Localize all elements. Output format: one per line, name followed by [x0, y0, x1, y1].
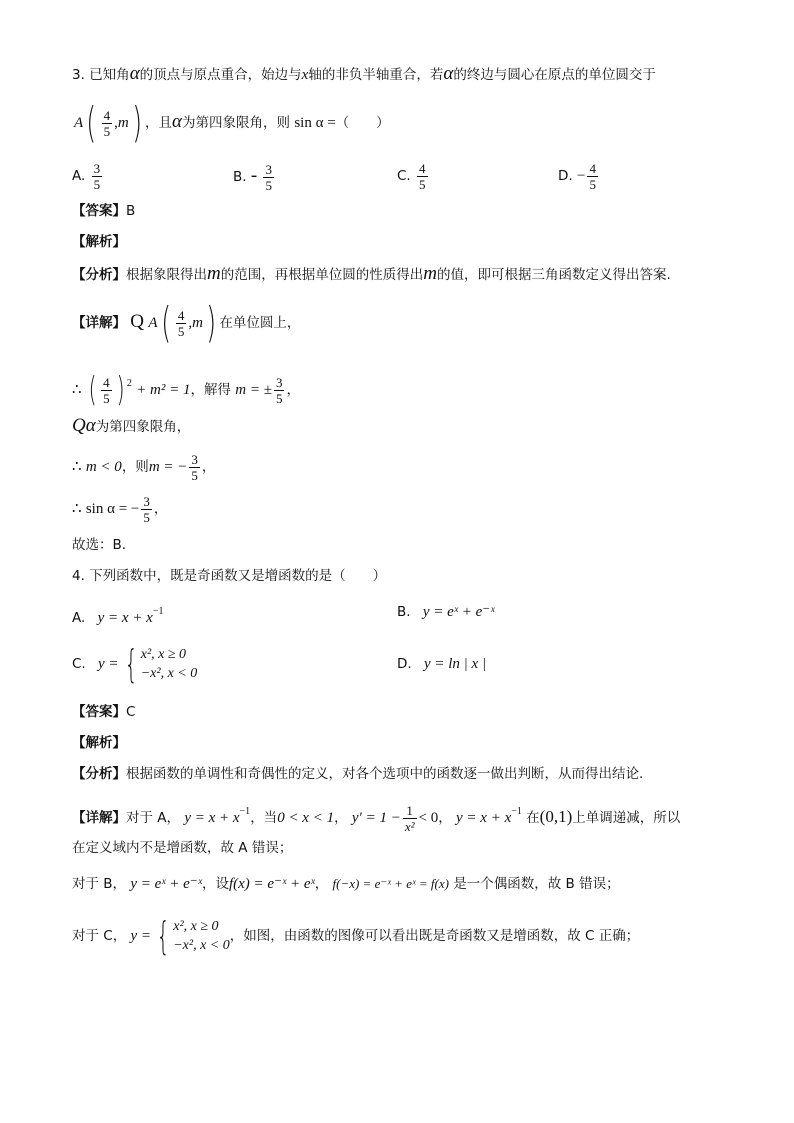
- inequality: 0 < x < 1: [277, 810, 335, 826]
- fenxi-tag: 【分析】: [72, 766, 126, 782]
- point-label: A: [74, 115, 84, 131]
- detail-text: 上单调递减，所以: [572, 810, 681, 826]
- function-expression: y =: [130, 928, 152, 944]
- detail-text: 对于 C，: [72, 928, 127, 944]
- q4-option-d: [397, 654, 486, 674]
- q4-option-b: [397, 602, 494, 622]
- detail-text: 在单位圆上，: [219, 315, 301, 331]
- function-expression: f(x) = e⁻ˣ + eˣ: [228, 876, 315, 892]
- left-paren: (: [86, 98, 97, 147]
- q3-option-a: [72, 158, 104, 194]
- detail-text: 在: [526, 810, 540, 826]
- q3-stem-text: 为第四象限角，则: [182, 115, 291, 131]
- q3-detail-line5: [72, 490, 167, 528]
- fraction-denominator: 5: [191, 467, 198, 483]
- detail-text: ，: [153, 501, 168, 517]
- fraction: [101, 375, 112, 406]
- detail-text: ，解得: [190, 382, 231, 398]
- right-paren: ): [116, 370, 125, 410]
- left-paren: (: [88, 370, 97, 410]
- q3-stem-text: 的终边与圆心在原点的单位圆交于: [453, 67, 656, 83]
- option-label: D.: [558, 168, 573, 184]
- fraction-numerator: 4: [103, 107, 111, 123]
- detail-text: 在定义域内不是增函数，故 A 错误；: [72, 840, 293, 856]
- answer-value: B: [126, 203, 136, 219]
- exponent: −1: [511, 806, 522, 817]
- m-variable: m: [207, 263, 221, 284]
- function-expression: f(−x) = e⁻ˣ + eˣ = f(x): [332, 876, 449, 891]
- m-variable: m: [117, 115, 129, 131]
- function-expression: y = x + x: [184, 810, 240, 826]
- fraction-denominator: 5: [419, 176, 426, 192]
- inequality: < 0: [418, 810, 439, 826]
- analysis-tag: 【解析】: [72, 735, 126, 751]
- fraction-numerator: 3: [143, 493, 150, 509]
- answer-tag: 【答案】: [72, 704, 126, 720]
- alpha-symbol: α: [443, 63, 454, 84]
- right-paren: ): [131, 98, 142, 147]
- detail-text: ，: [334, 810, 348, 826]
- function-expression: y = eˣ + e⁻ˣ: [422, 604, 495, 620]
- option-label: C.: [72, 656, 86, 672]
- q3-number: 3.: [72, 67, 85, 83]
- q4-option-a: [72, 602, 163, 628]
- alpha-symbol: α: [172, 111, 183, 132]
- fraction-denominator: 5: [103, 390, 110, 406]
- fraction-denominator: 5: [143, 509, 150, 525]
- detail-text: 对于 B，: [72, 876, 127, 892]
- m-variable: m: [192, 315, 203, 331]
- fraction: [189, 452, 200, 483]
- fraction-denominator: 5: [265, 177, 272, 193]
- interval: (0,1): [539, 807, 573, 826]
- q3-stem-line1: [72, 64, 656, 85]
- right-paren: ): [206, 298, 217, 347]
- q4-stem: [72, 566, 386, 586]
- q4-fenxi: [72, 764, 643, 784]
- left-brace: {: [156, 914, 170, 958]
- function-expression: y = ln | x |: [423, 656, 487, 672]
- q3-stem-text: 轴的非负半轴重合，若: [308, 67, 444, 83]
- case-1: x², x ≥ 0: [173, 919, 219, 934]
- fraction-denominator: 5: [177, 323, 185, 339]
- point-label: A: [148, 315, 158, 331]
- fraction: [141, 494, 152, 525]
- detail-text: ，: [201, 459, 216, 475]
- equation: m = ±: [235, 382, 272, 398]
- detail-text: 是一个偶函数，故 B 错误；: [453, 876, 620, 892]
- fraction-numerator: 4: [103, 374, 110, 390]
- fraction-numerator: 1: [403, 803, 417, 819]
- fraction-numerator: 3: [191, 451, 198, 467]
- q3-option-d: [558, 158, 600, 194]
- case-2: −x², x < 0: [173, 938, 230, 953]
- answer-tag: 【答案】: [72, 203, 126, 219]
- fraction-denominator: 5: [589, 176, 596, 192]
- detail-text: ，: [314, 876, 329, 892]
- q3-analysis-heading: [72, 232, 126, 252]
- sin-expression: sin α =: [294, 115, 336, 131]
- detail-text: ，如图，由函数的图像可以看出既是奇函数又是增函数，故 C 正确；: [229, 928, 640, 944]
- fenxi-text: 的值，即可根据三角函数定义得出答案.: [436, 267, 671, 283]
- fraction-numerator: 4: [589, 160, 596, 176]
- fraction-denominator: 5: [93, 176, 101, 192]
- equation: sin α = −: [85, 501, 140, 517]
- detail-text: 对于 A，: [126, 810, 181, 826]
- fraction: [403, 803, 417, 834]
- left-brace: {: [123, 642, 138, 686]
- therefore-symbol: ∴: [72, 459, 82, 475]
- q3-detail-line1: 【详解】 Q A( $\frac{4}{5}$ ,m) 在单位圆上，: [72, 298, 301, 347]
- equation: m = −: [148, 459, 188, 475]
- q3-fenxi: [72, 264, 671, 285]
- q4-number: 4.: [72, 568, 85, 584]
- option-label: C.: [397, 168, 411, 184]
- piecewise-cases: [173, 917, 230, 955]
- q3-stem-text: 已知角: [89, 67, 130, 83]
- because-symbol: Q: [130, 311, 145, 332]
- q4-analysis-heading: [72, 733, 126, 753]
- fraction: [417, 161, 428, 192]
- equation: + m² = 1: [136, 382, 191, 398]
- fraction: [92, 161, 103, 192]
- q4-detail-a-line1: [72, 794, 680, 836]
- therefore-symbol: ∴: [72, 501, 82, 517]
- therefore-symbol: ∴: [72, 382, 82, 398]
- fenxi-text: 根据函数的单调性和奇偶性的定义，对各个选项中的函数逐一做出判断，从而得出结论.: [126, 766, 644, 782]
- because-alpha: Qα: [72, 415, 96, 436]
- q3-conclusion: [72, 535, 126, 555]
- fraction: [263, 162, 274, 193]
- option-label: A.: [72, 168, 86, 184]
- option-label: B.: [397, 604, 411, 620]
- q3-detail-line4: [72, 448, 215, 486]
- conclusion-text: 故选：B.: [72, 537, 127, 553]
- detail-text: ，: [438, 810, 452, 826]
- detail-tag: 【详解】: [72, 315, 126, 331]
- fraction-numerator: 4: [419, 160, 426, 176]
- analysis-tag: 【解析】: [72, 234, 126, 250]
- q3-stem-text: ，且: [145, 115, 173, 131]
- fraction: [102, 108, 113, 139]
- q4-answer: [72, 702, 135, 722]
- fenxi-tag: 【分析】: [72, 267, 126, 283]
- piecewise-cases: [141, 645, 198, 683]
- case-1: x², x ≥ 0: [140, 647, 187, 662]
- q3-detail-line2: [72, 364, 300, 410]
- exponent: −1: [239, 806, 251, 817]
- detail-text: ，设: [201, 876, 229, 892]
- fraction-numerator: 3: [265, 161, 272, 177]
- left-paren: (: [160, 298, 171, 347]
- option-label: B.: [233, 169, 247, 185]
- q3-stem-line2: A( $\frac{4}{5}$ ,m) ，且α为第四象限角，则 sin α =（ ）: [74, 98, 390, 147]
- function-expression: y = eˣ + e⁻ˣ: [130, 876, 202, 892]
- q3-detail-line3: [72, 416, 190, 437]
- q3-stem-text: 的顶点与原点重合，始边与: [139, 67, 302, 83]
- fraction-numerator: 3: [93, 160, 101, 176]
- detail-text: ，则: [121, 459, 149, 475]
- fraction: [176, 308, 187, 339]
- function-expression: y = x + x: [456, 810, 512, 826]
- function-expression: y =: [98, 656, 119, 672]
- alpha-symbol: α: [129, 63, 140, 84]
- answer-blank: （ ）: [335, 115, 390, 131]
- derivative-expression: y′ = 1 −: [351, 810, 401, 826]
- fraction-numerator: 3: [275, 374, 283, 390]
- fraction: [274, 375, 285, 406]
- minus-sign: −: [576, 168, 586, 184]
- fraction-denominator: x²: [404, 818, 415, 834]
- fraction-denominator: 5: [275, 390, 283, 406]
- fraction: [587, 161, 598, 192]
- q4-detail-a-line2: [72, 838, 292, 858]
- q3-option-c: [397, 158, 430, 194]
- option-label: D.: [397, 656, 412, 672]
- x-variable: x: [301, 67, 309, 83]
- option-label: A.: [72, 610, 86, 626]
- answer-value: C: [126, 704, 136, 720]
- detail-text: ，: [286, 382, 300, 398]
- q4-detail-b: [72, 874, 620, 894]
- q3-option-b: [233, 158, 276, 195]
- inequality: m < 0: [85, 459, 122, 475]
- fraction-denominator: 5: [103, 123, 111, 139]
- exponent: −1: [152, 606, 164, 617]
- fenxi-text: 的范围，再根据单位圆的性质得出: [220, 267, 424, 283]
- exponent-2: 2: [126, 378, 132, 389]
- m-variable: m: [423, 263, 437, 284]
- q4-detail-c: [72, 916, 639, 956]
- minus-sign: -: [250, 165, 258, 186]
- detail-text: 为第四象限角，: [95, 419, 191, 435]
- q3-answer: [72, 201, 135, 221]
- function-expression: y = x + x: [97, 610, 153, 626]
- case-2: −x², x < 0: [140, 666, 198, 681]
- detail-text: ，当: [250, 810, 278, 826]
- detail-tag: 【详解】: [72, 810, 126, 826]
- fenxi-text: 根据象限得出: [126, 267, 207, 283]
- q4-option-c: [72, 644, 197, 684]
- fraction-numerator: 4: [177, 307, 185, 323]
- q4-stem-text: 下列函数中，既是奇函数又是增函数的是（ ）: [89, 568, 387, 584]
